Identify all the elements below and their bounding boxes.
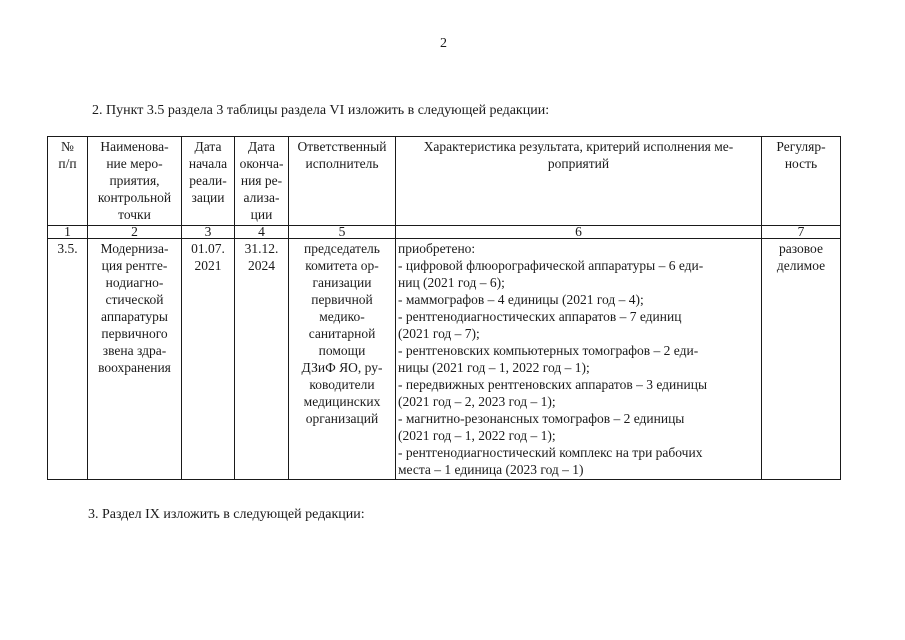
header-responsible: Ответственный исполнитель	[289, 137, 396, 226]
column-number: 6	[396, 226, 762, 239]
column-number: 3	[182, 226, 235, 239]
row-start-date: 01.07. 2021	[182, 239, 235, 480]
paragraph-amendment-3: 3. Раздел IX изложить в следующей редакции:	[88, 507, 365, 522]
column-number: 4	[235, 226, 289, 239]
row-responsible: председатель комитета ор- ганизации первичной медико- санитарной помощи ДЗиФ ЯО, ру- ководители медицинских организаций	[289, 239, 396, 480]
page-number: 2	[440, 36, 447, 51]
column-number: 2	[88, 226, 182, 239]
header-start-date: Дата начала реали- зации	[182, 137, 235, 226]
row-result: приобретено: - цифровой флюорографической аппаратуры – 6 еди- ниц (2021 год – 6); - маммографов – 4 единицы (2021 год – 4); - рентгенодиагностических аппаратов – 7 единиц (2021 год – 7); - рентгеновских компьютерных томографов – 2 еди- ницы (2021 год – 1, 2022 год – 1); - передвижных рентгеновских аппаратов – 3 единицы (2021 год – 2, 2023 год – 1); - магнитно-резонансных томографов – 2 единицы (2021 год – 1, 2022 год – 1); - рентгенодиагностический комплекс на три рабочих места – 1 единица (2023 год – 1)	[396, 239, 762, 480]
row-number: 3.5.	[48, 239, 88, 480]
header-regularity: Регуляр- ность	[762, 137, 841, 226]
header-result: Характеристика результата, критерий исполнения ме- роприятий	[396, 137, 762, 226]
table-header-row	[48, 137, 841, 226]
row-regularity: разовое делимое	[762, 239, 841, 480]
row-measure-name: Модерниза- ция рентге- нодиагно- стической аппаратуры первичного звена здра- воохранения	[88, 239, 182, 480]
measures-table	[47, 136, 841, 480]
header-end-date: Дата оконча- ния ре- ализа- ции	[235, 137, 289, 226]
table-column-numbers-row	[48, 226, 841, 239]
paragraph-amendment-2: 2. Пункт 3.5 раздела 3 таблицы раздела VI изложить в следующей редакции:	[92, 103, 550, 118]
column-number: 5	[289, 226, 396, 239]
table-row	[48, 239, 841, 480]
row-end-date: 31.12. 2024	[235, 239, 289, 480]
header-number: № п/п	[48, 137, 88, 226]
column-number: 1	[48, 226, 88, 239]
header-measure-name: Наименова- ние меро- приятия, контрольной точки	[88, 137, 182, 226]
column-number: 7	[762, 226, 841, 239]
